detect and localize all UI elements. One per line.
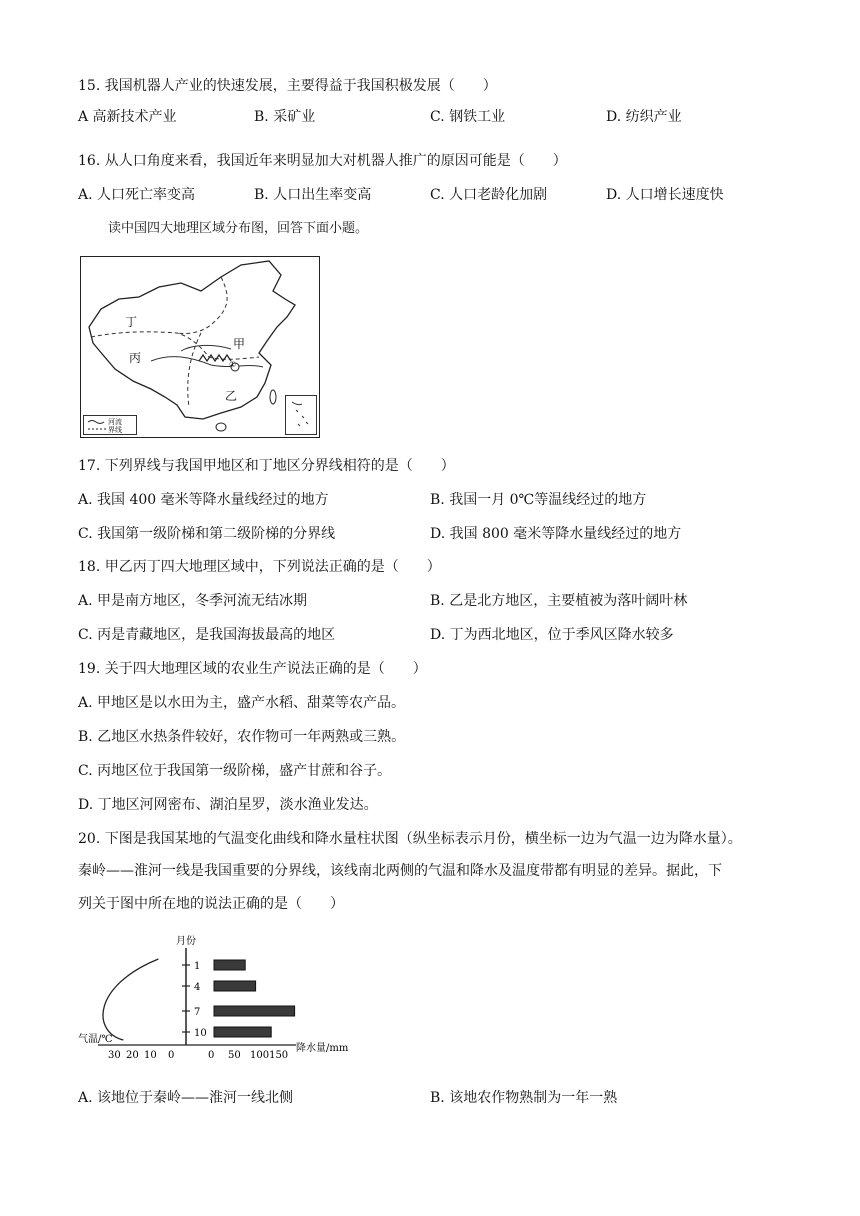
temp-tick-label: 0 xyxy=(168,1050,175,1060)
precip-tick-label: 0 xyxy=(208,1050,215,1060)
region-label-yi: 乙 xyxy=(225,389,238,403)
q17-option-d: D. 我国 800 毫米等降水量线经过的地方 xyxy=(430,526,682,542)
q18-option-a: A. 甲是南方地区，冬季河流无结冰期 xyxy=(78,593,308,609)
map-intro: 读中国四大地理区域分布图，回答下面小题。 xyxy=(108,221,369,236)
q16-option-d: D. 人口增长速度快 xyxy=(606,187,724,203)
month-tick-label: 7 xyxy=(194,1007,201,1018)
map-outline xyxy=(81,257,319,437)
q19-option-a: A. 甲地区是以水田为主，盛产水稻、甜菜等农产品。 xyxy=(78,695,406,711)
q15-option-c: C. 钢铁工业 xyxy=(430,109,506,125)
q16-option-c: C. 人口老龄化加剧 xyxy=(430,187,548,203)
q17-option-c: C. 我国第一级阶梯和第二级阶梯的分界线 xyxy=(78,526,336,542)
q20-option-b: B. 该地农作物熟制为一年一熟 xyxy=(430,1090,618,1106)
region-label-ding: 丁 xyxy=(125,315,138,329)
precip-axis-label: 降水量/mm xyxy=(296,1043,349,1054)
legend-symbols xyxy=(86,417,108,433)
china-regions-map xyxy=(80,256,320,438)
q15-option-b: B. 采矿业 xyxy=(254,109,316,125)
temp-axis-label: 气温/℃ xyxy=(78,1034,113,1045)
q16-stem: 16. 从人口角度来看，我国近年来明显加大对机器人推广的原因可能是（ ） xyxy=(78,153,567,169)
month-tick-label: 4 xyxy=(194,982,201,993)
q17-option-a: A. 我国 400 毫米等降水量线经过的地方 xyxy=(78,492,329,508)
q18-stem: 18. 甲乙丙丁四大地理区域中，下列说法正确的是（ ） xyxy=(78,559,441,575)
q20-stem-line-1: 20. 下图是我国某地的气温变化曲线和降水量柱状图（纵坐标表示月份，横坐标一边为气温一边为降水量）。 xyxy=(78,831,742,847)
region-label-jia: 甲 xyxy=(233,337,246,351)
precip-tick-label: 50 xyxy=(228,1050,241,1060)
temperature-curve xyxy=(103,959,158,1040)
precip-tick-label: 100150 xyxy=(250,1050,289,1060)
climate-chart xyxy=(78,930,368,1060)
q20-option-a: A. 该地位于秦岭——淮河一线北侧 xyxy=(78,1090,294,1106)
q19-option-c: C. 丙地区位于我国第一级阶梯，盛产甘蔗和谷子。 xyxy=(78,763,392,779)
q16-option-a: A. 人口死亡率变高 xyxy=(78,187,196,203)
q15-stem: 15. 我国机器人产业的快速发展，主要得益于我国积极发展（ ） xyxy=(78,78,497,94)
q19-option-d: D. 丁地区河网密布、湖泊星罗，淡水渔业发达。 xyxy=(78,797,378,813)
precip-bar xyxy=(214,1006,295,1016)
map-legend xyxy=(83,415,137,435)
region-label-bing: 丙 xyxy=(129,351,142,365)
precip-bar xyxy=(214,960,245,970)
legend-river-label: 河流 xyxy=(108,418,122,426)
q18-option-c: C. 丙是青藏地区，是我国海拔最高的地区 xyxy=(78,627,336,643)
temp-tick-label: 10 xyxy=(144,1050,157,1060)
q16-option-b: B. 人口出生率变高 xyxy=(254,187,372,203)
inset-islands xyxy=(286,396,316,434)
q19-option-b: B. 乙地区水热条件较好，农作物可一年两熟或三熟。 xyxy=(78,729,406,745)
precip-bar xyxy=(214,981,256,991)
climate-chart-svg xyxy=(78,930,368,1060)
south-china-sea-inset xyxy=(285,395,317,435)
q19-stem: 19. 关于四大地理区域的农业生产说法正确的是（ ） xyxy=(78,661,427,677)
marker-one: ① xyxy=(229,360,237,369)
legend-boundary-label: 界线 xyxy=(108,426,122,434)
q20-stem-line-2: 秦岭——淮河一线是我国重要的分界线，该线南北两侧的气温和降水及温度带都有明显的差异。据此，下 xyxy=(78,863,722,879)
q18-option-d: D. 丁为西北地区，位于季风区降水较多 xyxy=(430,627,674,643)
month-axis-label: 月份 xyxy=(176,936,196,947)
q17-option-b: B. 我国一月 0℃等温线经过的地方 xyxy=(430,492,647,508)
precip-bar xyxy=(214,1027,271,1037)
q20-stem-line-3: 列关于图中所在地的说法正确的是（ ） xyxy=(78,896,344,912)
q15-option-a: A 高新技术产业 xyxy=(78,109,177,125)
temp-tick-label: 30 xyxy=(108,1050,121,1060)
month-tick-label: 10 xyxy=(194,1028,207,1039)
q18-option-b: B. 乙是北方地区，主要植被为落叶阔叶林 xyxy=(430,593,688,609)
q17-stem: 17. 下列界线与我国甲地区和丁地区分界线相符的是（ ） xyxy=(78,458,455,474)
q15-option-d: D. 纺织产业 xyxy=(606,109,682,125)
month-tick-label: 1 xyxy=(194,961,201,972)
temp-tick-label: 20 xyxy=(126,1050,139,1060)
